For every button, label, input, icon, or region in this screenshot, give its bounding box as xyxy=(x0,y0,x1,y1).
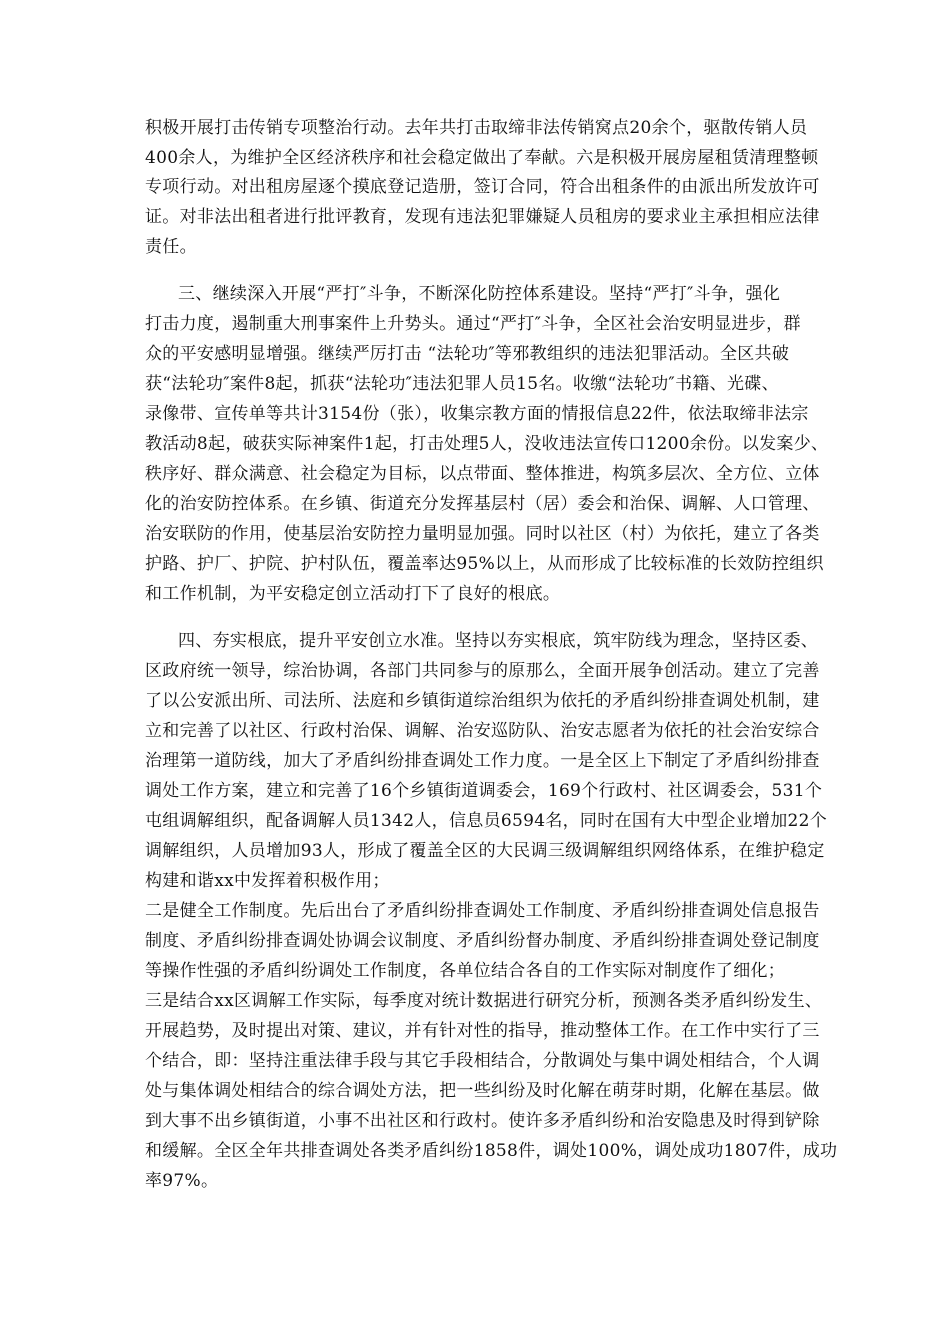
text-line: 治安联防的作用，使基层治安防控力量明显加强。同时以社区（村）为依托，建立了各类 xyxy=(145,524,820,544)
text-line: 证。对非法出租者进行批评教育，发现有违法犯罪嫌疑人员租房的要求业主承担相应法律 xyxy=(145,207,820,227)
text-line: 个结合，即：坚持注重法律手段与其它手段相结合，分散调处与集中调处相结合，个人调 xyxy=(145,1051,820,1071)
text-line: 专项行动。对出租房屋逐个摸底登记造册，签订合同，符合出租条件的由派出所发放许可 xyxy=(145,177,820,197)
text-line: 三、继续深入开展“严打″斗争，不断深化防控体系建设。坚持“严打″斗争，强化 xyxy=(178,284,781,304)
text-line: 率97%。 xyxy=(145,1171,219,1191)
text-line: 调处工作方案，建立和完善了16个乡镇街道调委会，169个行政村、社区调委会，531个 xyxy=(145,781,823,801)
text-line: 众的平安感明显增强。继续严厉打击 “法轮功″等邪教组织的违法犯罪活动。全区共破 xyxy=(145,344,790,364)
text-line: 护路、护厂、护院、护村队伍，覆盖率达95%以上，从而形成了比较标准的长效防控组织 xyxy=(145,554,824,574)
text-line: 到大事不出乡镇街道，小事不出社区和行政村。使许多矛盾纠纷和治安隐患及时得到铲除 xyxy=(145,1111,820,1131)
text-line: 制度、矛盾纠纷排查调处协调会议制度、矛盾纠纷督办制度、矛盾纠纷排查调处登记制度 xyxy=(145,931,820,951)
text-line: 了以公安派出所、司法所、法庭和乡镇街道综治组织为依托的矛盾纠纷排查调处机制，建 xyxy=(145,691,820,711)
text-line: 教活动8起，破获实际神案件1起，打击处理5人，没收违法宣传口1200余份。以发案少、 xyxy=(145,434,829,454)
text-line: 构建和谐xx中发挥着积极作用； xyxy=(145,871,390,891)
text-line: 获“法轮功″案件8起，抓获“法轮功″违法犯罪人员15名。收缴“法轮功″书籍、光碟、 xyxy=(145,374,779,394)
text-line: 开展趋势，及时提出对策、建议，并有针对性的指导，推动整体工作。在工作中实行了三 xyxy=(145,1021,820,1041)
text-line: 调解组织，人员增加93人，形成了覆盖全区的大民调三级调解组织网络体系，在维护稳定 xyxy=(145,841,825,861)
text-line: 400余人，为维护全区经济秩序和社会稳定做出了奉献。六是积极开展房屋租赁清理整顿 xyxy=(145,148,819,168)
text-line: 三是结合xx区调解工作实际，每季度对统计数据进行研究分析，预测各类矛盾纠纷发生、 xyxy=(145,991,823,1011)
text-line: 等操作性强的矛盾纠纷调处工作制度，各单位结合各自的工作实际对制度作了细化； xyxy=(145,961,786,981)
text-line: 治理第一道防线，加大了矛盾纠纷排查调处工作力度。一是全区上下制定了矛盾纠纷排查 xyxy=(145,751,820,771)
text-line: 处与集体调处相结合的综合调处方法，把一些纠纷及时化解在萌芽时期，化解在基层。做 xyxy=(145,1081,820,1101)
text-line: 和工作机制，为平安稳定创立活动打下了良好的根底。 xyxy=(145,584,561,604)
text-line: 秩序好、群众满意、社会稳定为目标，以点带面、整体推进，构筑多层次、全方位、立体 xyxy=(145,464,820,484)
text-line: 区政府统一领导，综治协调，各部门共同参与的原那么，全面开展争创活动。建立了完善 xyxy=(145,661,820,681)
text-line: 打击力度，遏制重大刑事案件上升势头。通过“严打″斗争，全区社会治安明显进步，群 xyxy=(145,314,801,334)
text-line: 化的治安防控体系。在乡镇、街道充分发挥基层村（居）委会和治保、调解、人口管理、 xyxy=(145,494,820,514)
text-line: 屯组调解组织，配备调解人员1342人，信息员6594名，同时在国有大中型企业增加22个 xyxy=(145,811,828,831)
text-line: 责任。 xyxy=(145,237,197,257)
text-line: 积极开展打击传销专项整治行动。去年共打击取缔非法传销窝点20余个，驱散传销人员 xyxy=(145,118,808,138)
text-line: 四、夯实根底，提升平安创立水准。坚持以夯实根底，筑牢防线为理念，坚持区委、 xyxy=(178,631,819,651)
text-line: 立和完善了以社区、行政村治保、调解、治安巡防队、治安志愿者为依托的社会治安综合 xyxy=(145,721,820,741)
text-line: 和缓解。全区全年共排查调处各类矛盾纠纷1858件，调处100%，调处成功1807件，成功 xyxy=(145,1141,838,1161)
text-line: 录像带、宣传单等共计3154份（张），收集宗教方面的情报信息22件，依法取缔非法宗 xyxy=(145,404,809,424)
text-line: 二是健全工作制度。先后出台了矛盾纠纷排查调处工作制度、矛盾纠纷排查调处信息报告 xyxy=(145,901,820,921)
